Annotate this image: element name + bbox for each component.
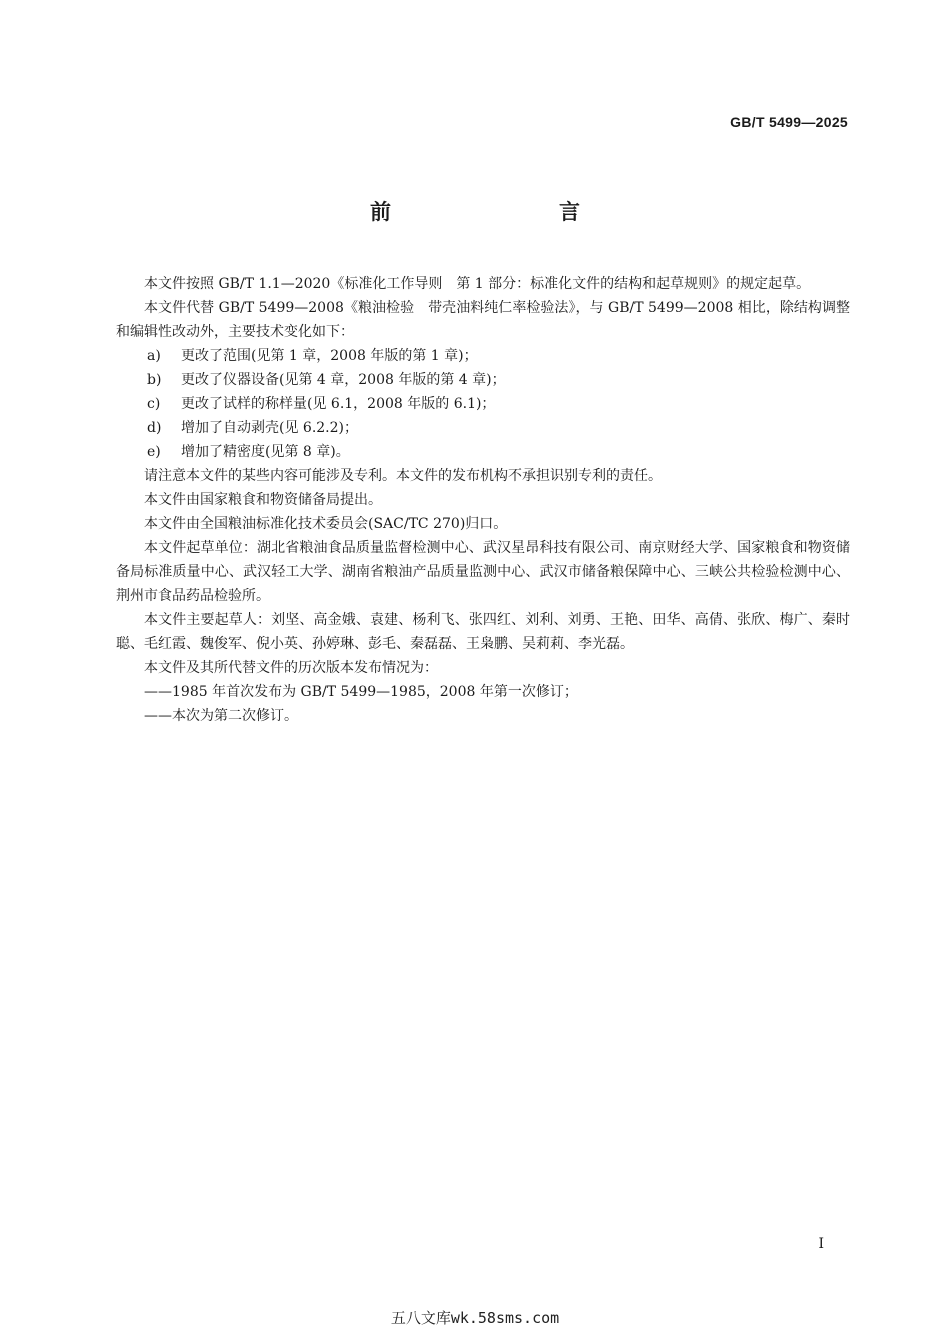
standard-code: GB/T 5499—2025	[730, 114, 848, 130]
list-marker: c)	[147, 396, 161, 412]
list-item-text: 更改了仪器设备(见第 4 章，2008 年版的第 4 章)；	[181, 372, 506, 388]
list-item-text: 更改了范围(见第 1 章，2008 年版的第 1 章)；	[181, 348, 478, 364]
list-item	[116, 440, 850, 464]
list-marker: b)	[147, 372, 162, 388]
history-item: ——本次为第二次修订。	[144, 708, 298, 724]
paragraph-patent-notice: 请注意本文件的某些内容可能涉及专利。本文件的发布机构不承担识别专利的责任。	[144, 468, 662, 484]
list-item-text: 增加了精密度(见第 8 章)。	[181, 444, 350, 460]
history-item: ——1985 年首次发布为 GB/T 5499—1985，2008 年第一次修订；	[144, 684, 578, 700]
paragraph-drafting-rules: 本文件按照 GB/T 1.1—2020《标准化工作导则 第 1 部分：标准化文件的结构和起草规则》的规定起草。	[144, 276, 811, 292]
watermark-text: 五八文库wk.58sms.com	[390, 1309, 560, 1327]
page-number: I	[818, 1236, 824, 1252]
page-title: 前 言	[370, 200, 622, 224]
list-item	[116, 392, 850, 416]
paragraph-proposer: 本文件由国家粮食和物资储备局提出。	[144, 492, 382, 508]
paragraph-drafting-units: 本文件起草单位：湖北省粮油食品质量监督检测中心、武汉星昂科技有限公司、南京财经大学、国家粮食和物资储备局标准质量中心、武汉轻工大学、湖南省粮油产品质量监测中心、武汉市储备粮保障中心、三峡公共检验检测中心、荆州市食品药品检验所。	[116, 540, 850, 604]
changes-list	[116, 344, 850, 464]
list-marker: a)	[147, 348, 161, 364]
paragraph-history-intro: 本文件及其所代替文件的历次版本发布情况为：	[144, 660, 438, 676]
paragraph-technical-committee: 本文件由全国粮油标准化技术委员会(SAC/TC 270)归口。	[144, 516, 508, 532]
paragraph-replacement: 本文件代替 GB/T 5499—2008《粮油检验 带壳油料纯仁率检验法》，与 GB/T 5499—2008 相比，除结构调整和编辑性改动外，主要技术变化如下：	[116, 300, 850, 340]
foreword-body	[116, 272, 850, 728]
paragraph-drafters: 本文件主要起草人：刘坚、高金娥、袁建、杨利飞、张四红、刘利、刘勇、王艳、田华、高倩、张欣、梅广、秦时聪、毛红霞、魏俊军、倪小英、孙婷琳、彭毛、秦磊磊、王枭鹏、吴莉莉、李光磊。	[116, 612, 850, 652]
history-list	[116, 680, 850, 728]
list-item	[116, 368, 850, 392]
list-item	[116, 416, 850, 440]
list-marker: e)	[147, 444, 161, 460]
list-item	[116, 344, 850, 368]
list-item-text: 更改了试样的称样量(见 6.1，2008 年版的 6.1)；	[181, 396, 496, 412]
list-item-text: 增加了自动剥壳(见 6.2.2)；	[181, 420, 358, 436]
list-marker: d)	[147, 420, 162, 436]
